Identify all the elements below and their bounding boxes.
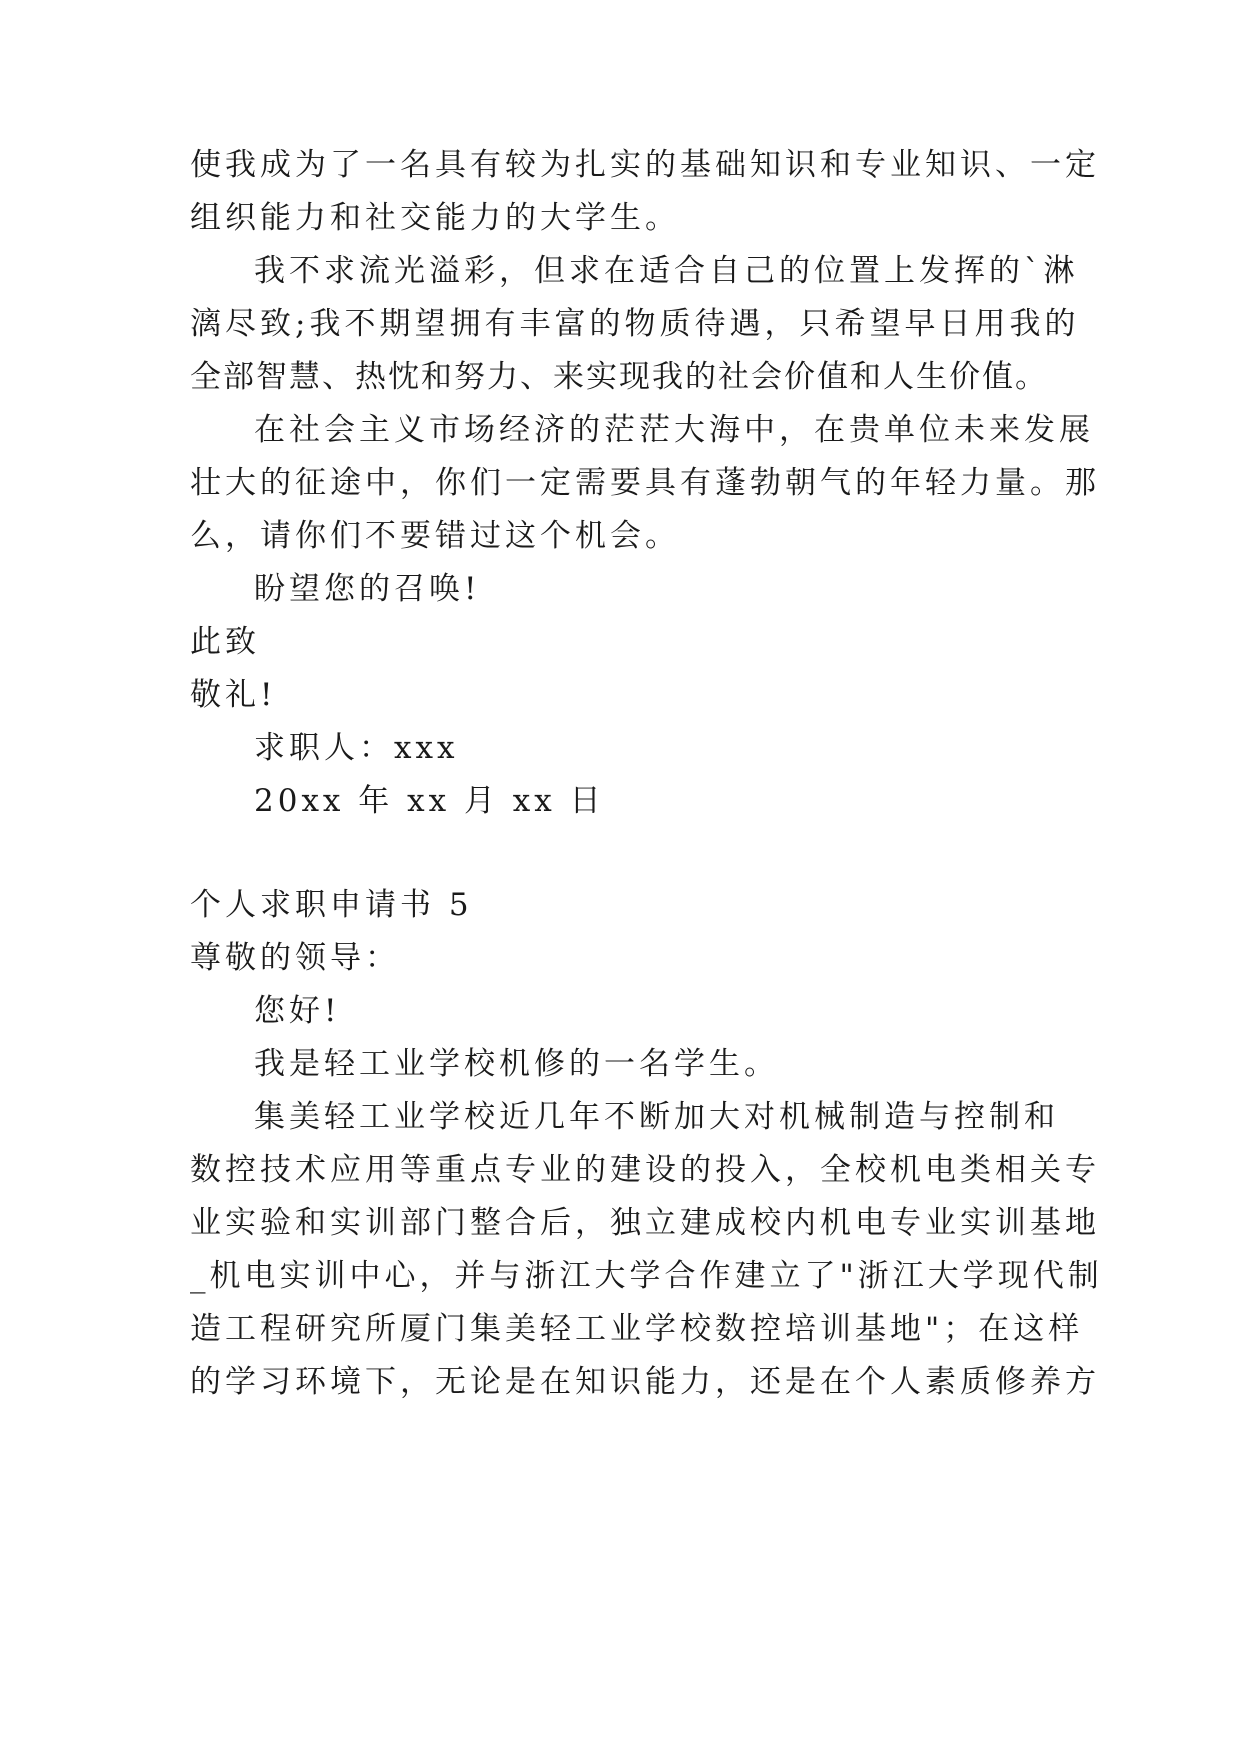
closing-line: 敬礼! xyxy=(190,677,277,713)
date-line: 20xx 年 xx 月 xx 日 xyxy=(254,783,605,819)
paragraph-line: _机电实训中心，并与浙江大学合作建立了"浙江大学现代制 xyxy=(190,1258,1103,1294)
paragraph-line: 组织能力和社交能力的大学生。 xyxy=(190,200,680,236)
greeting-line: 您好! xyxy=(254,993,341,1029)
paragraph-line: 业实验和实训部门整合后，独立建成校内机电专业实训基地 xyxy=(190,1205,1100,1241)
paragraph-line: 数控技术应用等重点专业的建设的投入，全校机电类相关专 xyxy=(190,1152,1100,1188)
paragraph-line: 我不求流光溢彩，但求在适合自己的位置上发挥的`淋 xyxy=(254,253,1079,289)
signature-line: 求职人：xxx xyxy=(254,730,459,766)
paragraph-line: 全部智慧、热忱和努力、来实现我的社会价值和人生价值。 xyxy=(190,359,1048,395)
paragraph-line: 使我成为了一名具有较为扎实的基础知识和专业知识、一定 xyxy=(190,147,1100,183)
section-title: 个人求职申请书 5 xyxy=(190,887,473,923)
paragraph-line: 么，请你们不要错过这个机会。 xyxy=(190,518,680,554)
salutation-line: 尊敬的领导： xyxy=(190,940,400,976)
paragraph-line: 我是轻工业学校机修的一名学生。 xyxy=(254,1046,779,1082)
paragraph-line: 造工程研究所厦门集美轻工业学校数控培训基地"；在这样 xyxy=(190,1311,1084,1347)
paragraph-line: 漓尽致;我不期望拥有丰富的物质待遇，只希望早日用我的 xyxy=(190,306,1080,342)
paragraph-line: 盼望您的召唤! xyxy=(254,571,481,607)
paragraph-line: 的学习环境下，无论是在知识能力，还是在个人素质修养方 xyxy=(190,1364,1100,1400)
paragraph-line: 壮大的征途中，你们一定需要具有蓬勃朝气的年轻力量。那 xyxy=(190,465,1100,501)
paragraph-line: 集美轻工业学校近几年不断加大对机械制造与控制和 xyxy=(254,1099,1059,1135)
paragraph-line: 在社会主义市场经济的茫茫大海中，在贵单位未来发展 xyxy=(254,412,1094,448)
closing-line: 此致 xyxy=(190,624,260,660)
